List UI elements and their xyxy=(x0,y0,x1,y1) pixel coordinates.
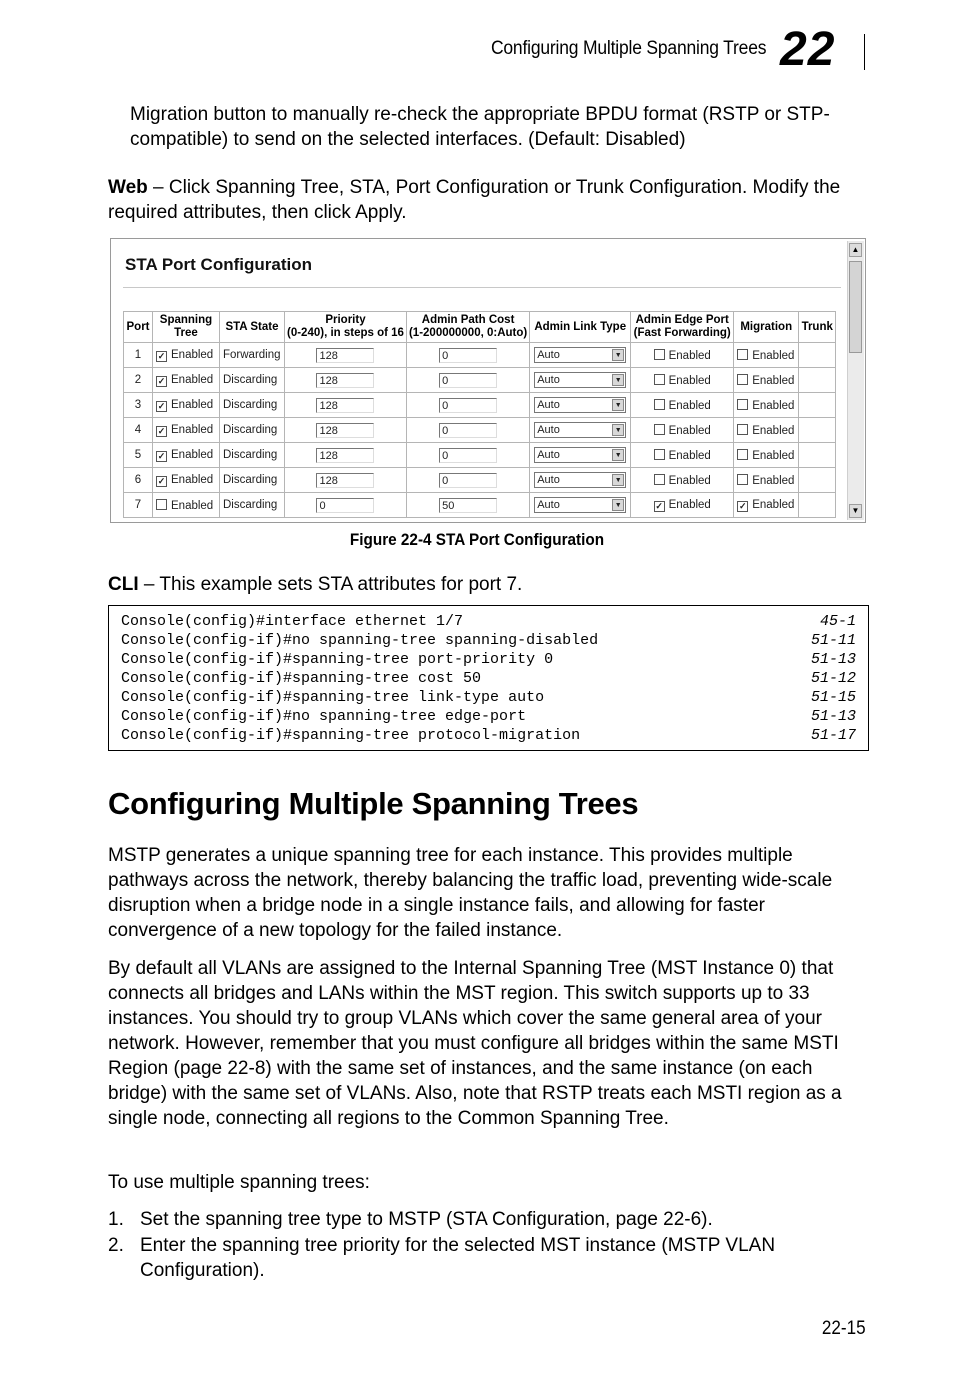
port-cell: 6 xyxy=(124,468,153,493)
section-heading: Configuring Multiple Spanning Trees xyxy=(108,786,639,821)
port-cell: 4 xyxy=(124,418,153,443)
scroll-thumb[interactable] xyxy=(849,261,862,353)
priority-cell xyxy=(285,468,407,493)
table-header-row xyxy=(124,312,836,343)
migration-cell[interactable]: Enabled xyxy=(734,343,799,368)
path-cost-cell xyxy=(406,418,529,443)
col-admin-edge-port: Admin Edge Port (Fast Forwarding) xyxy=(631,312,734,343)
step-number: 2. xyxy=(108,1235,124,1256)
cli-line: Console(config-if)#spanning-tree link-type auto 51-15 xyxy=(121,689,856,706)
priority-cell xyxy=(285,368,407,393)
priority-input[interactable]: 128 xyxy=(316,373,374,388)
path-cost-input[interactable]: 0 xyxy=(439,348,497,363)
body-paragraph-1: MSTP generates a unique spanning tree for each instance. This provides multiple pathways across the network, thereby balancing the traffic load, preventing wide-scale disruption when a bridge node in a single instance fails, and allowing for faster convergence of a new topology for the failed instance. xyxy=(108,845,833,941)
edge-port-cell[interactable]: Enabled xyxy=(631,393,734,418)
path-cost-cell xyxy=(406,393,529,418)
path-cost-cell xyxy=(406,368,529,393)
chevron-down-icon[interactable]: ▼ xyxy=(612,399,624,411)
cli-paragraph xyxy=(108,572,868,597)
migration-cell[interactable]: Enabled xyxy=(734,443,799,468)
sta-state-cell: Discarding xyxy=(220,493,285,518)
body-paragraph-2: By default all VLANs are assigned to the Internal Spanning Tree (MST Instance 0) that connects all bridges and LANs within the MST region. This switch supports up to 33 instances. You should try to group VLANs which cover the same general area of your network. However, remember that you must configure all bridges within the same MSTI Region (page 22-8) with the same set of instances, and the same instance (on each bridge) with the same set of VLANs. Also, note that RSTP treats each MSTI region as a single node, connecting all regions to the Common Spanning Tree. xyxy=(108,958,842,1129)
link-type-select[interactable]: Auto ▼ xyxy=(534,397,626,413)
intro-paragraph: Migration button to manually re-check the appropriate BPDU format (RSTP or STP-compatible) to send on the selected interfaces. (Default: Disabled) xyxy=(130,104,830,150)
spanning-tree-cell[interactable]: Enabled xyxy=(153,493,220,518)
web-label: Web xyxy=(108,177,148,198)
migration-checkbox[interactable]: ✓ xyxy=(738,500,747,511)
chevron-down-icon[interactable]: ▼ xyxy=(612,374,624,386)
table-row xyxy=(124,368,836,393)
sta-state-cell: Discarding xyxy=(220,418,285,443)
port-cell: 7 xyxy=(124,493,153,518)
table-row xyxy=(124,343,836,368)
edge-port-cell[interactable]: Enabled xyxy=(631,418,734,443)
edge-port-cell[interactable]: Enabled xyxy=(631,368,734,393)
body-paragraph-3: To use multiple spanning trees: xyxy=(108,1172,370,1193)
edge-port-checkbox[interactable] xyxy=(654,349,665,360)
link-type-cell xyxy=(530,343,631,368)
migration-checkbox[interactable] xyxy=(737,449,748,460)
link-type-cell xyxy=(530,468,631,493)
cli-line: Console(config)#interface ethernet 1/7 45-1 xyxy=(121,613,856,630)
table-row xyxy=(124,468,836,493)
port-cell: 1 xyxy=(124,343,153,368)
trunk-cell xyxy=(799,393,836,418)
spanning-tree-cell[interactable]: ✓ Enabled xyxy=(153,468,220,493)
col-priority: Priority (0-240), in steps of 16 xyxy=(285,312,407,343)
cli-line: Console(config-if)#spanning-tree protocol-migration 51-17 xyxy=(121,727,856,744)
spanning-tree-checkbox[interactable]: ✓ xyxy=(157,350,166,361)
migration-cell[interactable]: Enabled xyxy=(734,393,799,418)
spanning-tree-checkbox[interactable]: ✓ xyxy=(157,375,166,386)
col-trunk: Trunk xyxy=(799,312,836,343)
page-number: 22-15 xyxy=(822,1318,866,1339)
link-type-select[interactable]: Auto ▼ xyxy=(534,347,626,363)
migration-checkbox[interactable] xyxy=(737,474,748,485)
spanning-tree-checkbox[interactable] xyxy=(156,499,167,510)
spanning-tree-checkbox[interactable]: ✓ xyxy=(157,425,166,436)
sta-state-cell: Forwarding xyxy=(220,343,285,368)
cli-line: Console(config-if)#no spanning-tree edge-port 51-13 xyxy=(121,708,856,725)
trunk-cell xyxy=(799,468,836,493)
link-type-cell xyxy=(530,493,631,518)
trunk-cell xyxy=(799,343,836,368)
priority-cell xyxy=(285,493,407,518)
spanning-tree-checkbox[interactable]: ✓ xyxy=(157,450,166,461)
vertical-scrollbar[interactable] xyxy=(847,241,864,520)
edge-port-checkbox[interactable] xyxy=(654,399,665,410)
col-spanning-tree: Spanning Tree xyxy=(153,312,220,343)
figure-caption: Figure 22-4 STA Port Configuration xyxy=(349,530,605,549)
scroll-down-icon[interactable]: ▼ xyxy=(849,504,862,518)
cli-code-box xyxy=(108,605,869,751)
path-cost-cell xyxy=(406,493,529,518)
path-cost-input[interactable]: 0 xyxy=(439,373,497,388)
edge-port-checkbox[interactable] xyxy=(654,449,665,460)
table-row xyxy=(124,393,836,418)
chevron-down-icon[interactable]: ▼ xyxy=(612,424,624,436)
path-cost-input[interactable]: 50 xyxy=(439,498,497,513)
title-rule xyxy=(123,287,841,288)
link-type-select[interactable]: Auto ▼ xyxy=(534,372,626,388)
step-text: Set the spanning tree type to MSTP (STA Configuration, page 22-6). xyxy=(140,1209,713,1230)
path-cost-input[interactable]: 0 xyxy=(439,473,497,488)
spanning-tree-cell[interactable]: ✓ Enabled xyxy=(153,368,220,393)
link-type-select[interactable]: Auto ▼ xyxy=(534,497,626,513)
link-type-cell xyxy=(530,368,631,393)
sta-port-config-screenshot xyxy=(110,238,866,523)
link-type-select[interactable]: Auto ▼ xyxy=(534,422,626,438)
spanning-tree-cell[interactable]: ✓ Enabled xyxy=(153,393,220,418)
priority-cell xyxy=(285,343,407,368)
header-divider xyxy=(864,34,865,70)
spanning-tree-checkbox[interactable]: ✓ xyxy=(157,475,166,486)
link-type-cell xyxy=(530,418,631,443)
chapter-number: 22 xyxy=(780,23,836,76)
screenshot-title: STA Port Configuration xyxy=(125,255,312,274)
edge-port-cell[interactable]: Enabled xyxy=(631,468,734,493)
priority-cell xyxy=(285,393,407,418)
step-number: 1. xyxy=(108,1209,124,1230)
path-cost-input[interactable]: 0 xyxy=(439,448,497,463)
migration-cell[interactable]: Enabled xyxy=(734,418,799,443)
migration-checkbox[interactable] xyxy=(737,374,748,385)
trunk-cell xyxy=(799,493,836,518)
migration-cell[interactable]: Enabled xyxy=(734,368,799,393)
priority-cell xyxy=(285,443,407,468)
path-cost-input[interactable]: 0 xyxy=(439,398,497,413)
col-port: Port xyxy=(124,312,153,343)
priority-input[interactable]: 128 xyxy=(316,423,374,438)
col-sta-state: STA State xyxy=(220,312,285,343)
col-admin-link-type: Admin Link Type xyxy=(530,312,631,343)
trunk-cell xyxy=(799,418,836,443)
link-type-cell xyxy=(530,393,631,418)
port-cell: 5 xyxy=(124,443,153,468)
col-admin-path-cost: Admin Path Cost (1-200000000, 0:Auto) xyxy=(406,312,529,343)
sta-state-cell: Discarding xyxy=(220,443,285,468)
priority-input[interactable]: 128 xyxy=(316,473,374,488)
chevron-down-icon[interactable]: ▼ xyxy=(612,349,624,361)
priority-input[interactable]: 128 xyxy=(316,348,374,363)
edge-port-checkbox[interactable]: ✓ xyxy=(655,500,663,511)
path-cost-cell xyxy=(406,443,529,468)
sta-state-cell: Discarding xyxy=(220,368,285,393)
edge-port-checkbox[interactable] xyxy=(654,374,665,385)
link-type-select[interactable]: Auto ▼ xyxy=(534,447,626,463)
cli-text: – This example sets STA attributes for port 7. xyxy=(138,574,523,595)
step-text: Enter the spanning tree priority for the selected MST instance (MSTP VLAN Configuration). xyxy=(140,1235,776,1281)
migration-cell[interactable]: Enabled xyxy=(734,468,799,493)
trunk-cell xyxy=(799,368,836,393)
path-cost-cell xyxy=(406,343,529,368)
spanning-tree-cell[interactable]: ✓ Enabled xyxy=(153,343,220,368)
table-row xyxy=(124,443,836,468)
edge-port-cell[interactable]: ✓ Enabled xyxy=(631,493,734,518)
cli-line: Console(config-if)#spanning-tree cost 50 51-12 xyxy=(121,670,856,687)
cli-line: Console(config-if)#spanning-tree port-priority 0 51-13 xyxy=(121,651,856,668)
spanning-tree-checkbox[interactable]: ✓ xyxy=(157,400,166,411)
screenshot-panel xyxy=(113,241,847,520)
sta-state-cell: Discarding xyxy=(220,468,285,493)
table-row xyxy=(124,493,836,518)
link-type-select[interactable]: Auto ▼ xyxy=(534,472,626,488)
migration-cell[interactable]: ✓ Enabled xyxy=(734,493,799,518)
path-cost-cell xyxy=(406,468,529,493)
path-cost-input[interactable]: 0 xyxy=(439,423,497,438)
sta-port-table xyxy=(123,311,836,518)
priority-input[interactable]: 0 xyxy=(316,498,374,513)
chevron-down-icon[interactable]: ▼ xyxy=(612,499,624,511)
edge-port-checkbox[interactable] xyxy=(654,474,665,485)
trunk-cell xyxy=(799,443,836,468)
edge-port-checkbox[interactable] xyxy=(654,424,665,435)
web-paragraph xyxy=(108,175,868,225)
priority-input[interactable]: 128 xyxy=(316,448,374,463)
running-header-title: Configuring Multiple Spanning Trees xyxy=(490,38,766,59)
chevron-down-icon[interactable]: ▼ xyxy=(612,474,624,486)
cli-line: Console(config-if)#no spanning-tree spanning-disabled 51-11 xyxy=(121,632,856,649)
chevron-down-icon[interactable]: ▼ xyxy=(612,449,624,461)
migration-checkbox[interactable] xyxy=(737,399,748,410)
web-text: – Click Spanning Tree, STA, Port Configuration or Trunk Configuration. Modify the required attributes, then click Apply. xyxy=(108,177,841,223)
priority-input[interactable]: 128 xyxy=(316,398,374,413)
edge-port-cell[interactable]: Enabled xyxy=(631,443,734,468)
col-migration: Migration xyxy=(734,312,799,343)
edge-port-cell[interactable]: Enabled xyxy=(631,343,734,368)
cli-label: CLI xyxy=(108,574,139,595)
port-cell: 3 xyxy=(124,393,153,418)
table-row xyxy=(124,418,836,443)
scroll-up-icon[interactable]: ▲ xyxy=(849,243,862,257)
spanning-tree-cell[interactable]: ✓ Enabled xyxy=(153,418,220,443)
link-type-cell xyxy=(530,443,631,468)
migration-checkbox[interactable] xyxy=(737,424,748,435)
port-cell: 2 xyxy=(124,368,153,393)
migration-checkbox[interactable] xyxy=(737,349,748,360)
sta-state-cell: Discarding xyxy=(220,393,285,418)
spanning-tree-cell[interactable]: ✓ Enabled xyxy=(153,443,220,468)
priority-cell xyxy=(285,418,407,443)
